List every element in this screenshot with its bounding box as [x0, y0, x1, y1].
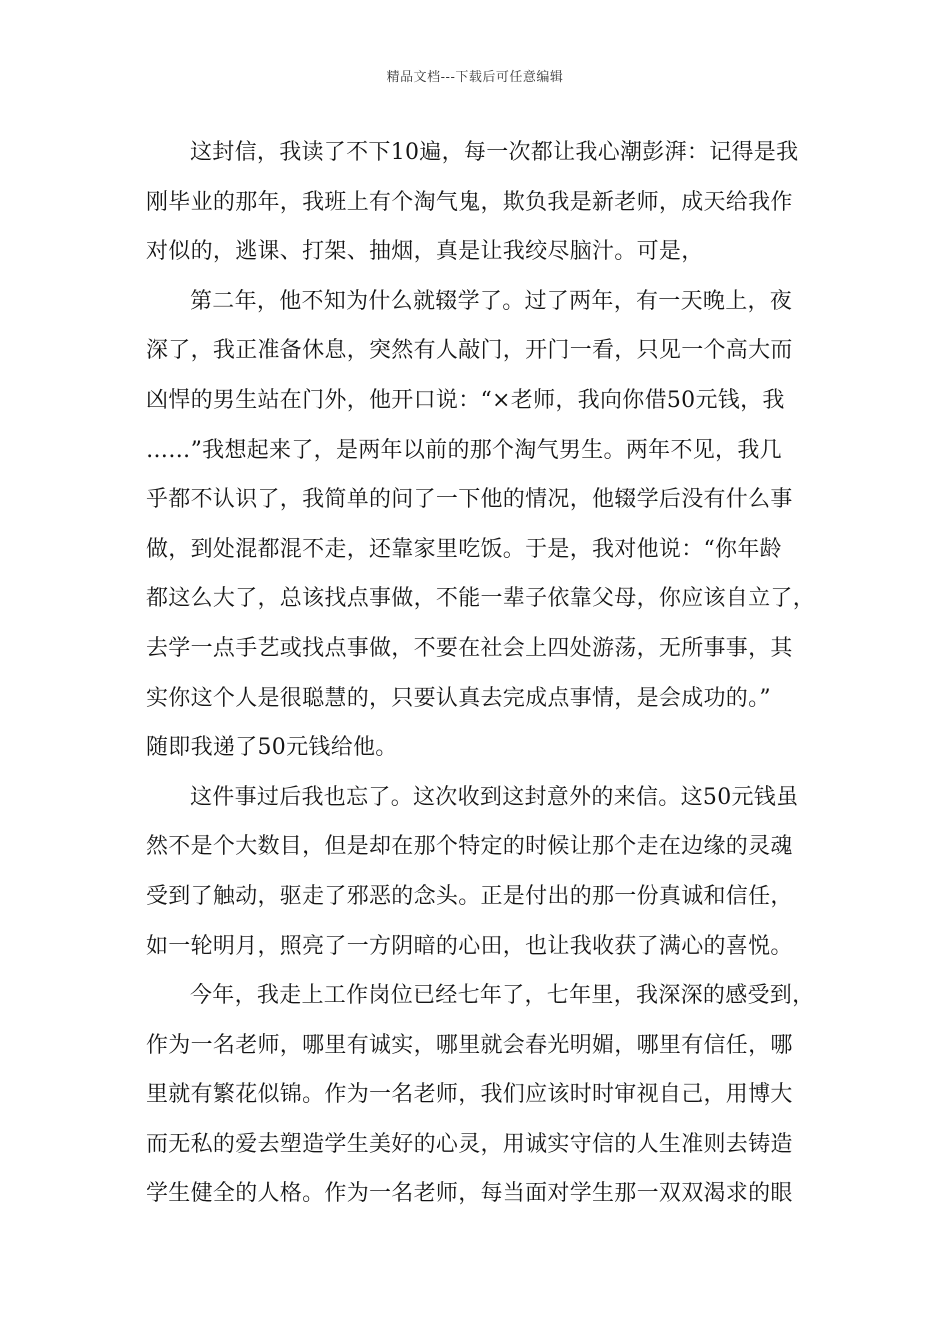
paragraph-line: 随即我递了50元钱给他。 [146, 735, 398, 761]
page-header: 精品文档---下载后可任意编辑 [386, 70, 564, 85]
paragraph-line: 去学一点手艺或找点事做，不要在社会上四处游荡，无所事事，其 [146, 635, 793, 661]
paragraph-line: 作为一名老师，哪里有诚实，哪里就会春光明媚，哪里有信任，哪 [146, 1032, 793, 1058]
paragraph-line: 受到了触动，驱走了邪恶的念头。正是付出的那一份真诚和信任， [146, 883, 793, 909]
paragraph-line: 而无私的爱去塑造学生美好的心灵，用诚实守信的人生准则去铸造 [146, 1131, 793, 1157]
paragraph-line: 学生健全的人格。作为一名老师，每当面对学生那一双双渴求的眼 [146, 1181, 793, 1207]
paragraph-line: 然不是个大数目，但是却在那个特定的时候让那个走在边缘的灵魂 [146, 834, 793, 860]
paragraph-line: 乎都不认识了，我简单的问了一下他的情况，他辍学后没有什么事 [146, 487, 793, 513]
paragraph-line: 今年，我走上工作岗位已经七年了，七年里，我深深的感受到， [190, 983, 815, 1009]
paragraph-line: 里就有繁花似锦。作为一名老师，我们应该时时审视自己，用博大 [146, 1082, 793, 1108]
paragraph-line: 深了，我正准备休息，突然有人敲门，开门一看，只见一个高大而 [146, 338, 793, 364]
paragraph-line: 实你这个人是很聪慧的，只要认真去完成点事情，是会成功的。” [146, 685, 771, 711]
paragraph-line: 第二年，他不知为什么就辍学了。过了两年，有一天晚上，夜 [190, 288, 793, 314]
paragraph-line: 这封信，我读了不下10遍，每一次都让我心潮彭湃：记得是我 [190, 140, 799, 165]
paragraph-line: 做，到处混都混不走，还靠家里吃饭。于是，我对他说：“你年龄 [146, 536, 782, 562]
paragraph-line: 凶悍的男生站在门外，他开口说：“×老师，我向你借50元钱，我 [146, 387, 785, 413]
body-text [146, 128, 814, 1219]
paragraph-line: 都这么大了，总该找点事做，不能一辈子依靠父母，你应该自立了， [146, 586, 816, 612]
paragraph-line: 这件事过后我也忘了。这次收到这封意外的来信。这50元钱虽 [190, 784, 799, 810]
paragraph-line: ……”我想起来了，是两年以前的那个淘气男生。两年不见，我几 [146, 437, 782, 463]
paragraph-line: 刚毕业的那年，我班上有个淘气鬼，欺负我是新老师，成天给我作 [146, 189, 793, 215]
paragraph-line: 如一轮明月，照亮了一方阴暗的心田，也让我收获了满心的喜悦。 [146, 933, 793, 959]
paragraph-line: 对似的，逃课、打架、抽烟，真是让我绞尽脑汁。可是， [146, 239, 704, 265]
